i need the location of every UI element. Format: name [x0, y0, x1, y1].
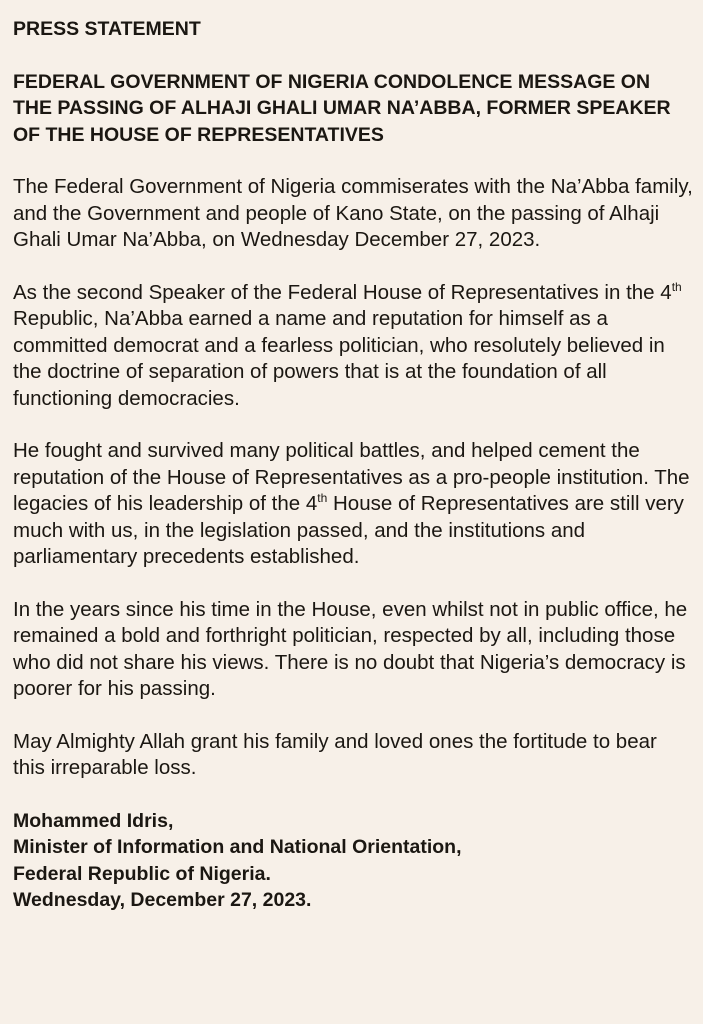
paragraph-3-text-b: House of Representatives are still very much with us, in the legislation passed, and the institutions and parliamentary precedents established. — [13, 492, 684, 568]
paragraph-legacy — [13, 438, 693, 571]
signatory-country: Federal Republic of Nigeria. — [13, 862, 271, 885]
document-headline: FEDERAL GOVERNMENT OF NIGERIA CONDOLENCE MESSAGE ON THE PASSING OF ALHAJI GHALI UMAR NA’ABBA, FORMER SPEAKER OF THE HOUSE OF REPRESENTATIVES — [13, 70, 671, 146]
signatory-position: Minister of Information and National Orientation, — [13, 836, 462, 858]
document-heading: PRESS STATEMENT — [13, 18, 201, 40]
paragraph-later-years: In the years since his time in the House, even whilst not in public office, he remained a bold and forthright politician, respected by all, including those who did not share his views. There is no doubt that Nigeria’s democracy is poorer for his passing. — [13, 597, 688, 700]
paragraph-3-text-a: He fought and survived many political battles, and helped cement the reputation of the House of Representatives as a pro-people institution. The legacies of his leadership of the 4 — [13, 439, 690, 515]
paragraph-prayer: May Almighty Allah grant his family and loved ones the fortitude to bear this irreparable loss. — [13, 729, 657, 779]
statement-date: Wednesday, December 27, 2023. — [13, 889, 312, 911]
signatory-name: Mohammed Idris, — [13, 809, 174, 832]
paragraph-2-text-b: Republic, Na’Abba earned a name and reputation for himself as a committed democrat and a fearless politician, who resolutely believed in the doctrine of separation of powers that is at the foundation of all functioning democracies. — [13, 307, 665, 410]
ordinal-superscript: th — [671, 279, 682, 294]
ordinal-superscript: th — [317, 491, 328, 506]
paragraph-condolence: The Federal Government of Nigeria commiserates with the Na’Abba family, and the Government and people of Kano State, on the passing of Alhaji Ghali Umar Na’Abba, on Wednesday December 27, 2023. — [13, 175, 693, 251]
paragraph-speaker-tribute — [13, 280, 693, 413]
paragraph-2-text-a: As the second Speaker of the Federal House of Representatives in the 4 — [13, 280, 672, 304]
signature-block — [13, 808, 693, 914]
